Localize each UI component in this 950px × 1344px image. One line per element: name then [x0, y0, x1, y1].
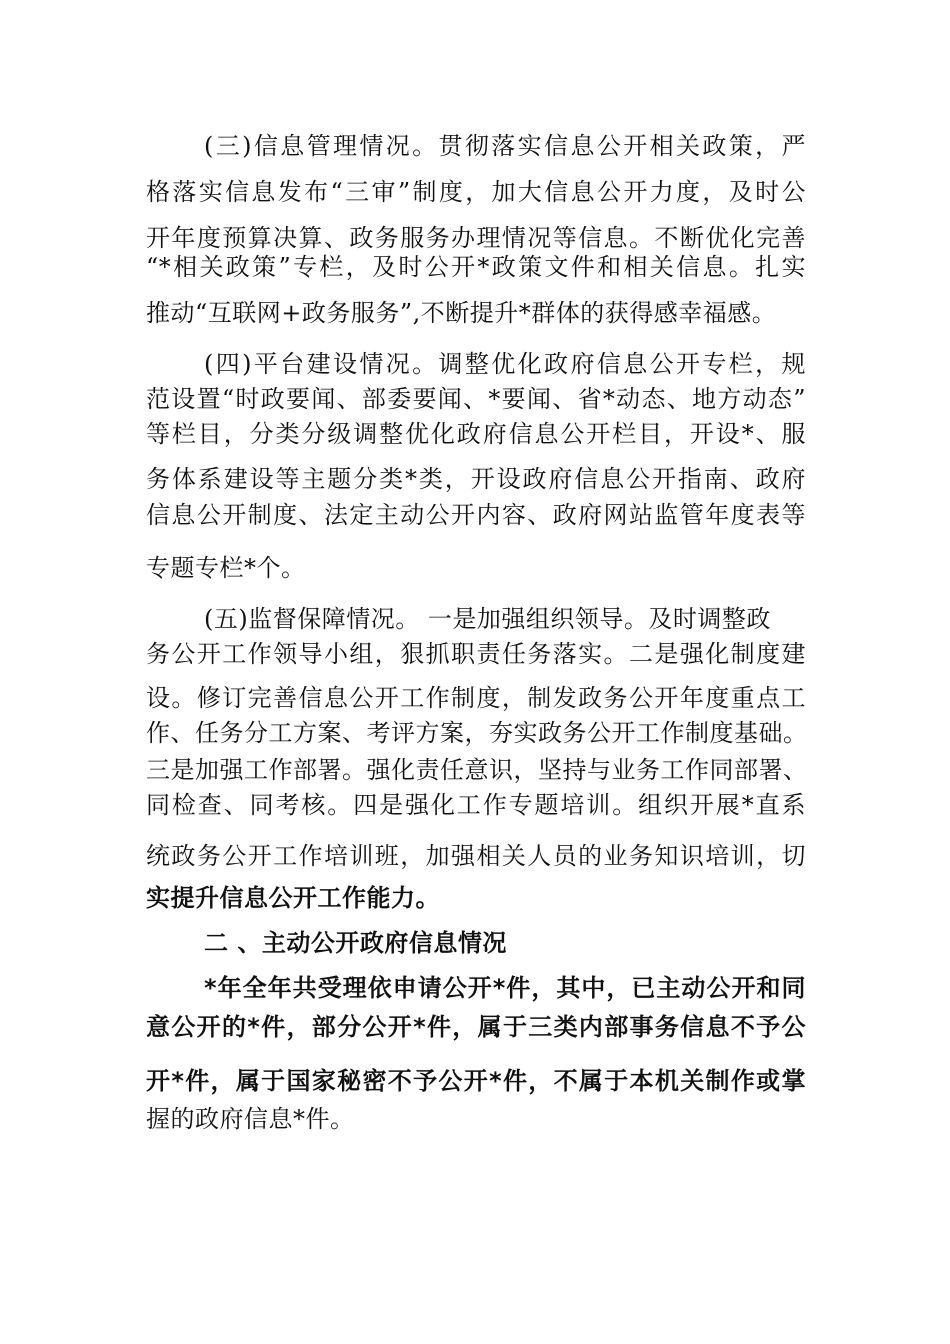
paragraph-line: *年全年共受理依申请公开*件，其中，已主动公开和同 — [204, 974, 806, 1002]
paragraph-line: 统政务公开工作培训班，加强相关人员的业务知识培训，切 — [146, 842, 806, 870]
paragraph-line: 设。修订完善信息公开工作制度，制发政务公开年度重点工 — [146, 684, 806, 712]
paragraph-line: 意公开的*件，部分公开*件，属于三类内部事务信息不予公 — [146, 1013, 806, 1041]
paragraph-line: 推动“互联网+政务服务”,不断提升*群体的获得感幸福感。 — [146, 299, 777, 327]
paragraph-line: 务体系建设等主题分类*类，开设政府信息公开指南、政府 — [146, 465, 806, 493]
paragraph-line: 务公开工作领导小组，狠抓职责任务落实。二是强化制度建 — [146, 640, 806, 668]
paragraph-line: 信息公开制度、法定主动公开内容、政府网站监管年度表等 — [146, 501, 806, 529]
paragraph-line: (五)监督保障情况。 一是加强组织领导。及时调整政 — [204, 605, 771, 633]
paragraph-line: 实提升信息公开工作能力。 — [146, 884, 440, 912]
paragraph-line: 开*件，属于国家秘密不予公开*件，不属于本机关制作或掌 — [146, 1067, 806, 1095]
paragraph-line: “*相关政策”专栏，及时公开*政策文件和相关信息。扎实 — [146, 253, 806, 281]
paragraph-line: 格落实信息发布“三审”制度，加大信息公开力度，及时公 — [146, 178, 806, 206]
paragraph-line: 三是加强工作部署。强化责任意识，坚持与业务工作同部署、 — [146, 756, 808, 784]
paragraph-line: 开年度预算决算、政务服务办理情况等信息。不断优化完善 — [146, 224, 806, 252]
paragraph-line: 等栏目，分类分级调整优化政府信息公开栏目，开设*、服 — [146, 420, 806, 448]
section-heading: 二 、主动公开政府信息情况 — [204, 929, 507, 957]
paragraph-line: 握的政府信息*件。 — [146, 1105, 355, 1133]
paragraph-line: 范设置“时政要闻、部委要闻、*要闻、省*动态、地方动态” — [146, 385, 806, 413]
paragraph-line: (四)平台建设情况。调整优化政府信息公开专栏，规 — [204, 350, 806, 378]
paragraph-line: 作、任务分工方案、考评方案，夯实政务公开工作制度基础。 — [146, 719, 808, 747]
paragraph-line: 同检查、同考核。四是强化工作专题培训。组织开展*直系 — [146, 791, 806, 819]
paragraph-line: (三)信息管理情况。贯彻落实信息公开相关政策，严 — [204, 132, 806, 160]
paragraph-line: 专题专栏*个。 — [146, 554, 306, 582]
